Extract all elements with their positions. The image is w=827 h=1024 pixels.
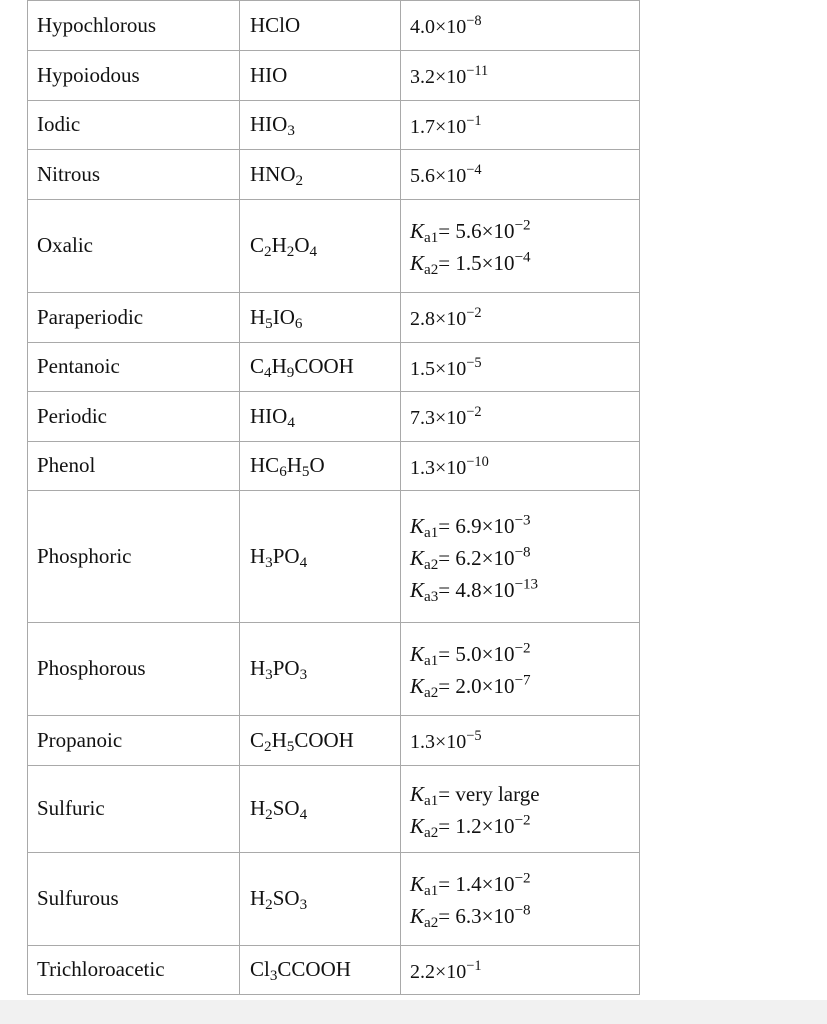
- ka-exponent: −2: [514, 870, 531, 887]
- times-ten: ×10: [481, 545, 515, 570]
- ka-label: [410, 577, 439, 605]
- ka-mantissa: 1.7: [410, 115, 435, 138]
- formula-text: H: [286, 453, 302, 478]
- times-ten: ×10: [435, 357, 467, 380]
- ka-number: [455, 674, 530, 698]
- formula-cell: [240, 293, 401, 343]
- ka-symbol: K: [410, 674, 425, 698]
- formula-cell: [240, 853, 401, 946]
- ka-number: [410, 112, 482, 138]
- ka-mantissa: 2.2: [410, 960, 435, 983]
- formula-subscript: 3: [265, 667, 273, 684]
- ka-index: a2: [424, 915, 439, 932]
- formula-text: HNO: [250, 161, 296, 186]
- ka-mantissa: 4.0: [410, 16, 435, 38]
- formula-text: H: [250, 796, 266, 821]
- ka-value: [410, 868, 639, 900]
- formula-text: C: [250, 233, 265, 258]
- ka-value: [410, 955, 639, 988]
- ka-cell: [401, 343, 640, 392]
- ka-index: a1: [424, 524, 439, 541]
- acid-name-cell: [28, 716, 240, 766]
- formula-text: C: [250, 727, 265, 752]
- acid-name-cell: [28, 51, 240, 101]
- formula-text: HClO: [250, 12, 301, 37]
- ka-value: [410, 352, 639, 385]
- formula-text: SO: [272, 886, 300, 911]
- formula-subscript: 5: [301, 464, 310, 481]
- ka-text: very large: [455, 782, 540, 806]
- formula-subscript: 6: [294, 316, 303, 333]
- ka-cell: [401, 623, 640, 716]
- times-ten: ×10: [435, 731, 467, 753]
- times-ten: ×10: [435, 308, 467, 330]
- ka-index: a2: [424, 556, 439, 573]
- times-ten: ×10: [481, 904, 515, 928]
- ka-cell: [401, 766, 640, 853]
- formula-text: O: [309, 453, 325, 478]
- acid-name-cell: [28, 1, 240, 51]
- ka-number: [410, 354, 482, 380]
- formula-subscript: 2: [265, 897, 273, 914]
- ka-exponent: −8: [514, 902, 531, 919]
- ka-label: [410, 782, 439, 810]
- ka-mantissa: 6.9: [455, 513, 482, 538]
- acid-name: Trichloroacetic: [37, 957, 165, 982]
- formula-text: CCOOH: [277, 957, 351, 982]
- times-ten: ×10: [435, 66, 467, 88]
- acid-name: Sulfuric: [37, 796, 105, 821]
- formula-subscript: 3: [287, 123, 295, 140]
- ka-mantissa: 5.6: [410, 165, 435, 187]
- ka-label: [410, 219, 439, 247]
- ka-index: a2: [424, 262, 439, 279]
- ka-cell: [401, 293, 640, 343]
- table-row: [28, 491, 640, 623]
- ka-value: [410, 725, 639, 758]
- ka-cell: [401, 946, 640, 995]
- ka-index: a1: [424, 653, 439, 670]
- ka-value: [410, 670, 639, 702]
- formula-text: COOH: [294, 354, 354, 379]
- ka-mantissa: 1.3: [410, 731, 435, 753]
- table-row: [28, 442, 640, 491]
- ka-cell: [401, 442, 640, 491]
- ka-symbol: K: [410, 513, 425, 538]
- ka-number: [455, 514, 530, 538]
- acid-name: Phosphorous: [37, 656, 146, 681]
- acid-name-cell: [28, 946, 240, 995]
- ka-cell: [401, 853, 640, 946]
- formula-subscript: 3: [299, 667, 308, 684]
- ka-mantissa: 2.8: [410, 308, 435, 330]
- ka-value: [410, 110, 639, 143]
- formula-text: COOH: [294, 727, 354, 752]
- formula-text: H: [271, 233, 287, 258]
- ka-value: [410, 10, 639, 43]
- ka-label: [410, 904, 439, 932]
- times-ten: ×10: [435, 115, 467, 138]
- acid-name-cell: [28, 853, 240, 946]
- formula-text: PO: [272, 656, 300, 681]
- ka-cell: [401, 716, 640, 766]
- times-ten: ×10: [481, 642, 515, 666]
- ka-label: [410, 674, 439, 702]
- ka-cell: [401, 1, 640, 51]
- ka-symbol: K: [410, 904, 425, 928]
- acid-name: Hypoiodous: [37, 62, 140, 87]
- ka-label: [410, 513, 439, 541]
- ka-value: [410, 215, 639, 247]
- acid-name-cell: [28, 150, 240, 200]
- equals-sign: =: [438, 513, 456, 538]
- ka-cell: [401, 150, 640, 200]
- ka-exponent: −1: [466, 112, 482, 129]
- ka-cell: [401, 392, 640, 442]
- ka-exponent: −10: [466, 453, 489, 470]
- acid-name-cell: [28, 766, 240, 853]
- ka-number: [455, 872, 530, 896]
- ka-exponent: −2: [514, 217, 531, 234]
- table-row: [28, 946, 640, 995]
- ka-index: a1: [424, 230, 439, 247]
- ka-number: [410, 305, 482, 330]
- formula-cell: [240, 200, 401, 293]
- equals-sign: =: [438, 872, 456, 896]
- acid-name-cell: [28, 442, 240, 491]
- formula-subscript: 4: [299, 807, 308, 824]
- ka-exponent: −2: [466, 404, 482, 421]
- ka-number: [410, 404, 482, 429]
- formula-cell: [240, 491, 401, 623]
- formula-cell: [240, 51, 401, 101]
- equals-sign: =: [438, 577, 456, 602]
- times-ten: ×10: [481, 814, 515, 838]
- ka-number: [455, 904, 530, 928]
- times-ten: ×10: [481, 872, 515, 896]
- formula-subscript: 4: [264, 365, 272, 382]
- acid-name: Sulfurous: [37, 886, 119, 911]
- acid-name: Pentanoic: [37, 354, 120, 379]
- formula-subscript: 2: [264, 244, 272, 261]
- ka-mantissa: 1.5: [455, 251, 482, 275]
- formula-subscript: 6: [279, 464, 287, 481]
- equals-sign: =: [438, 642, 456, 666]
- ka-label: [410, 545, 439, 573]
- ka-mantissa: 2.0: [455, 674, 482, 698]
- formula-subscript: 3: [265, 555, 273, 572]
- formula-text: C: [250, 354, 265, 379]
- ka-mantissa: 1.3: [410, 456, 435, 479]
- acid-constants-table: [27, 0, 640, 995]
- ka-symbol: K: [410, 872, 425, 896]
- acid-name: Periodic: [37, 403, 107, 428]
- ka-mantissa: 5.6: [455, 219, 482, 243]
- ka-cell: [401, 491, 640, 623]
- ka-exponent: −2: [514, 812, 531, 829]
- ka-number: [410, 63, 489, 88]
- times-ten: ×10: [481, 577, 515, 602]
- formula-text: H: [250, 304, 266, 329]
- ka-mantissa: 4.8: [455, 577, 482, 602]
- acid-name-cell: [28, 392, 240, 442]
- times-ten: ×10: [435, 960, 467, 983]
- ka-index: a3: [424, 588, 439, 605]
- equals-sign: =: [438, 219, 456, 243]
- ka-value: [410, 638, 639, 670]
- ka-symbol: K: [410, 219, 425, 243]
- ka-value: [410, 60, 639, 93]
- ka-symbol: K: [410, 782, 425, 806]
- formula-subscript: 2: [265, 807, 273, 824]
- formula-text: IO: [272, 304, 295, 329]
- ka-value: [410, 159, 639, 192]
- ka-index: a2: [424, 825, 439, 842]
- formula-text: H: [271, 354, 287, 379]
- ka-symbol: K: [410, 545, 425, 570]
- table-row: [28, 716, 640, 766]
- ka-number: [455, 578, 538, 602]
- formula-text: PO: [272, 543, 300, 568]
- table-row: [28, 150, 640, 200]
- acid-name-cell: [28, 101, 240, 150]
- ka-number: [410, 453, 489, 479]
- formula-subscript: 4: [309, 244, 318, 261]
- times-ten: ×10: [481, 251, 515, 275]
- acid-name-cell: [28, 491, 240, 623]
- formula-cell: [240, 766, 401, 853]
- ka-value: [410, 810, 639, 842]
- formula-cell: [240, 101, 401, 150]
- ka-exponent: −4: [514, 249, 531, 266]
- formula-text: HIO: [250, 112, 288, 137]
- ka-number: [455, 642, 530, 666]
- ka-exponent: −2: [466, 305, 482, 322]
- ka-mantissa: 1.5: [410, 357, 435, 380]
- formula-cell: [240, 1, 401, 51]
- ka-exponent: −3: [514, 512, 531, 529]
- ka-exponent: −1: [466, 957, 482, 974]
- ka-number: [410, 162, 482, 187]
- ka-symbol: K: [410, 814, 425, 838]
- ka-value: [410, 542, 639, 574]
- table-row: [28, 392, 640, 442]
- equals-sign: =: [438, 904, 456, 928]
- formula-cell: [240, 392, 401, 442]
- formula-text: H: [250, 886, 266, 911]
- table-row: [28, 101, 640, 150]
- formula-subscript: 2: [295, 173, 304, 190]
- ka-number: [455, 251, 530, 275]
- ka-exponent: −4: [466, 162, 482, 179]
- ka-number: [410, 13, 482, 38]
- table-row: [28, 623, 640, 716]
- formula-text: HC: [250, 453, 280, 478]
- equals-sign: =: [438, 782, 456, 806]
- ka-mantissa: 1.2: [455, 814, 482, 838]
- ka-value: [410, 574, 639, 606]
- times-ten: ×10: [481, 674, 515, 698]
- ka-mantissa: 6.3: [455, 904, 482, 928]
- ka-value: [410, 451, 639, 484]
- formula-text: Cl: [250, 957, 270, 982]
- acid-name: Nitrous: [37, 161, 100, 186]
- ka-label: [410, 814, 439, 842]
- table-row: [28, 853, 640, 946]
- ka-index: a1: [424, 793, 439, 810]
- formula-text: SO: [272, 796, 300, 821]
- ka-value: [410, 510, 639, 542]
- equals-sign: =: [438, 814, 456, 838]
- times-ten: ×10: [435, 407, 467, 429]
- ka-mantissa: 7.3: [410, 407, 435, 429]
- formula-cell: [240, 442, 401, 491]
- acid-name-cell: [28, 623, 240, 716]
- ka-mantissa: 6.2: [455, 545, 482, 570]
- ka-value: [410, 778, 639, 810]
- table-row: [28, 1, 640, 51]
- ka-number: [455, 814, 530, 838]
- ka-value: [410, 302, 639, 335]
- equals-sign: =: [438, 251, 456, 275]
- formula-subscript: 5: [286, 739, 295, 756]
- ka-index: a1: [424, 883, 439, 900]
- formula-cell: [240, 343, 401, 392]
- formula-subscript: 3: [269, 968, 278, 985]
- ka-label: [410, 251, 439, 279]
- ka-exponent: −8: [514, 544, 531, 561]
- formula-subscript: 4: [287, 415, 295, 432]
- table-row: [28, 200, 640, 293]
- table-body: [28, 1, 640, 995]
- ka-number: [410, 728, 482, 753]
- ka-exponent: −11: [466, 63, 489, 80]
- ka-number: [455, 546, 530, 570]
- acid-name: Phenol: [37, 453, 96, 478]
- times-ten: ×10: [481, 513, 515, 538]
- formula-text: HIO: [250, 62, 288, 87]
- table-row: [28, 766, 640, 853]
- ka-exponent: −13: [514, 576, 539, 593]
- ka-cell: [401, 51, 640, 101]
- ka-cell: [401, 200, 640, 293]
- acid-name-cell: [28, 200, 240, 293]
- formula-subscript: 3: [299, 897, 308, 914]
- equals-sign: =: [438, 674, 456, 698]
- formula-text: O: [294, 233, 310, 258]
- acid-name: Propanoic: [37, 727, 123, 752]
- ka-mantissa: 1.4: [455, 872, 482, 896]
- ka-exponent: −7: [514, 672, 531, 689]
- ka-symbol: K: [410, 577, 425, 602]
- formula-text: H: [250, 543, 266, 568]
- formula-text: H: [250, 656, 266, 681]
- ka-number: [455, 219, 530, 243]
- formula-cell: [240, 623, 401, 716]
- ka-symbol: K: [410, 251, 425, 275]
- formula-subscript: 2: [264, 739, 272, 756]
- ka-mantissa: 3.2: [410, 66, 435, 88]
- ka-mantissa: 5.0: [455, 642, 482, 666]
- ka-cell: [401, 101, 640, 150]
- ka-exponent: −5: [466, 728, 482, 745]
- table-row: [28, 293, 640, 343]
- acid-name: Phosphoric: [37, 543, 132, 568]
- times-ten: ×10: [435, 456, 467, 479]
- acid-name: Iodic: [37, 112, 81, 137]
- formula-subscript: 5: [265, 316, 273, 333]
- ka-label: [410, 642, 439, 670]
- acid-name: Paraperiodic: [37, 304, 144, 329]
- table-row: [28, 51, 640, 101]
- ka-index: a2: [424, 685, 439, 702]
- bottom-scroll-bar: [0, 1000, 827, 1024]
- equals-sign: =: [438, 545, 456, 570]
- ka-exponent: −8: [466, 13, 482, 30]
- ka-exponent: −2: [514, 640, 531, 657]
- formula-subscript: 2: [286, 244, 295, 261]
- ka-value: [410, 401, 639, 434]
- ka-exponent: −5: [466, 354, 482, 371]
- times-ten: ×10: [435, 16, 467, 38]
- formula-cell: [240, 150, 401, 200]
- ka-symbol: K: [410, 642, 425, 666]
- times-ten: ×10: [435, 165, 467, 187]
- formula-cell: [240, 946, 401, 995]
- times-ten: ×10: [481, 219, 515, 243]
- acid-name-cell: [28, 293, 240, 343]
- ka-value: [410, 900, 639, 932]
- formula-text: H: [271, 727, 287, 752]
- ka-number: [410, 957, 482, 983]
- acid-name: Oxalic: [37, 233, 93, 258]
- acid-name-cell: [28, 343, 240, 392]
- formula-text: HIO: [250, 403, 288, 428]
- table-row: [28, 343, 640, 392]
- formula-cell: [240, 716, 401, 766]
- formula-subscript: 9: [286, 365, 295, 382]
- formula-subscript: 4: [299, 555, 308, 572]
- ka-value: [410, 247, 639, 279]
- acid-name: Hypochlorous: [37, 12, 156, 37]
- ka-label: [410, 872, 439, 900]
